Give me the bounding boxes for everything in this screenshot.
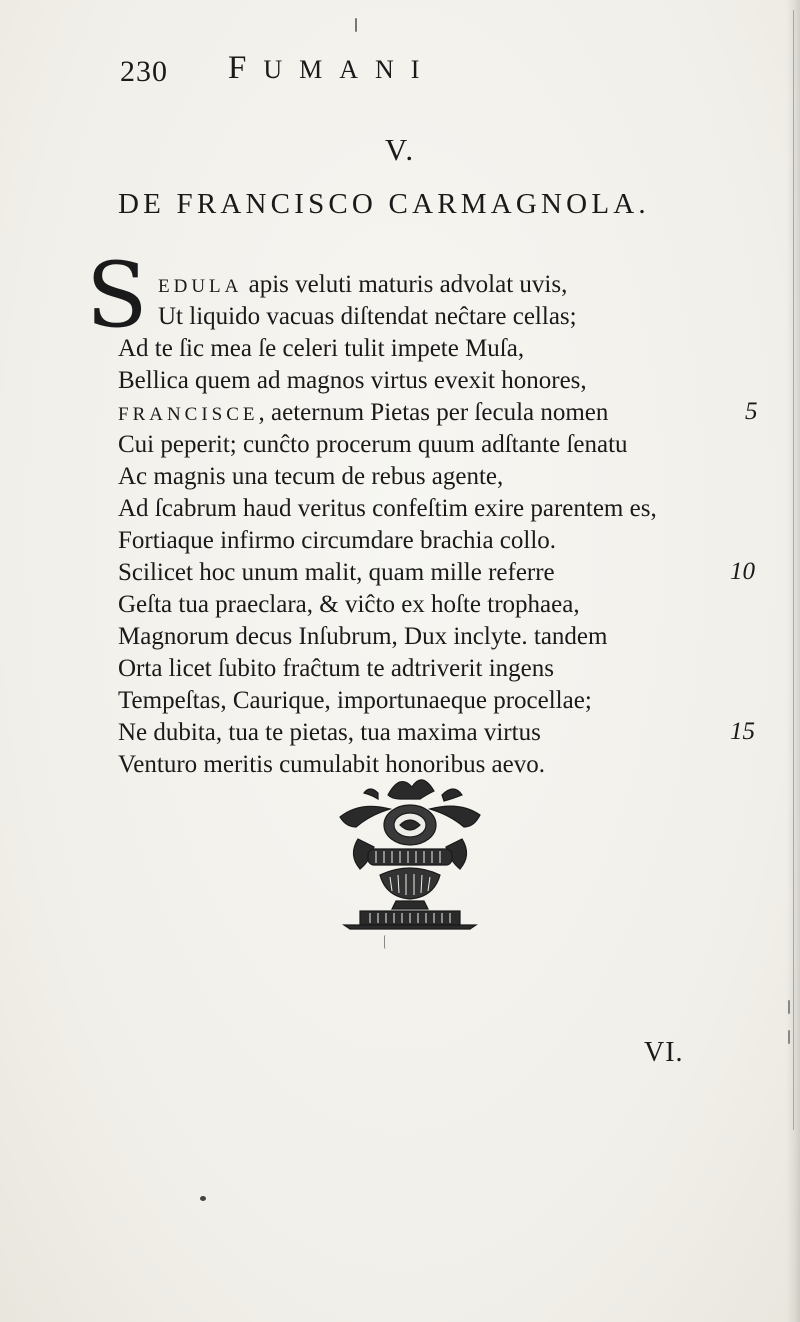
poem-line-7: Ac magnis una tecum de rebus agente,: [118, 463, 504, 490]
print-speck: [788, 1000, 790, 1014]
poem-line-1: [158, 270, 567, 302]
section-number: V.: [384, 132, 416, 167]
page-edge-line: [793, 10, 794, 1130]
poem-line-5-smallcaps: FRANCISCE: [118, 404, 259, 425]
section-title: DE FRANCISCO CARMAGNOLA.: [118, 188, 650, 220]
poem-line-5-text: , aeternum Pietas per ſecula nomen: [258, 399, 609, 426]
poem-line-11: Geſta tua praeclara, & viĉto ex hoſte trophaea,: [118, 591, 580, 618]
poem-line-1-smallcaps: EDULA: [158, 276, 243, 297]
poem-line-13: Orta licet ſubito fraĉtum te adtriverit ingens: [118, 655, 554, 682]
print-speck: [200, 1196, 206, 1201]
print-speck: [355, 18, 357, 32]
line-number-5: 5: [745, 398, 758, 425]
poem-line-5: [118, 398, 608, 430]
poem-line-9: Fortiaque infirmo circumdare brachia collo.: [118, 527, 557, 554]
poem-line-12: Magnorum decus Inſubrum, Dux inclyte. tandem: [118, 623, 608, 650]
drop-cap: S: [86, 243, 148, 348]
poem-line-10: Scilicet hoc unum malit, quam mille referre: [118, 559, 555, 586]
poem-line-1-text: apis veluti maturis advolat uvis,: [242, 271, 568, 298]
poem-line-16: Venturo meritis cumulabit honoribus aevo.: [118, 751, 546, 778]
poem-line-14: Tempeſtas, Caurique, importunaeque procellae;: [118, 687, 592, 714]
running-title: [228, 50, 436, 87]
catchword: VI.: [644, 1037, 684, 1068]
page-number: 230: [120, 55, 168, 88]
running-title-rest: UMANI: [263, 55, 437, 84]
poem-line-6: Cui peperit; cunĉto procerum quum adſtante ſenatu: [118, 431, 628, 458]
poem-line-15: Ne dubita, tua te pietas, tua maxima virtus: [118, 719, 541, 746]
line-number-15: 15: [730, 718, 755, 745]
print-speck: [788, 1030, 790, 1044]
line-number-10: 10: [730, 558, 755, 585]
woodcut-ornament-icon: [330, 765, 490, 935]
poem-line-8: Ad ſcabrum haud veritus confeſtim exire parentem es,: [118, 495, 657, 522]
poem-line-3: Ad te ſic mea ſe celeri tulit impete Muſa,: [118, 335, 525, 362]
poem-line-2: Ut liquido vacuas diſtendat neĉtare cellas;: [158, 303, 577, 330]
poem-line-4: Bellica quem ad magnos virtus evexit honores,: [118, 367, 587, 394]
running-title-initial: F: [228, 50, 264, 86]
print-speck: [384, 935, 391, 949]
